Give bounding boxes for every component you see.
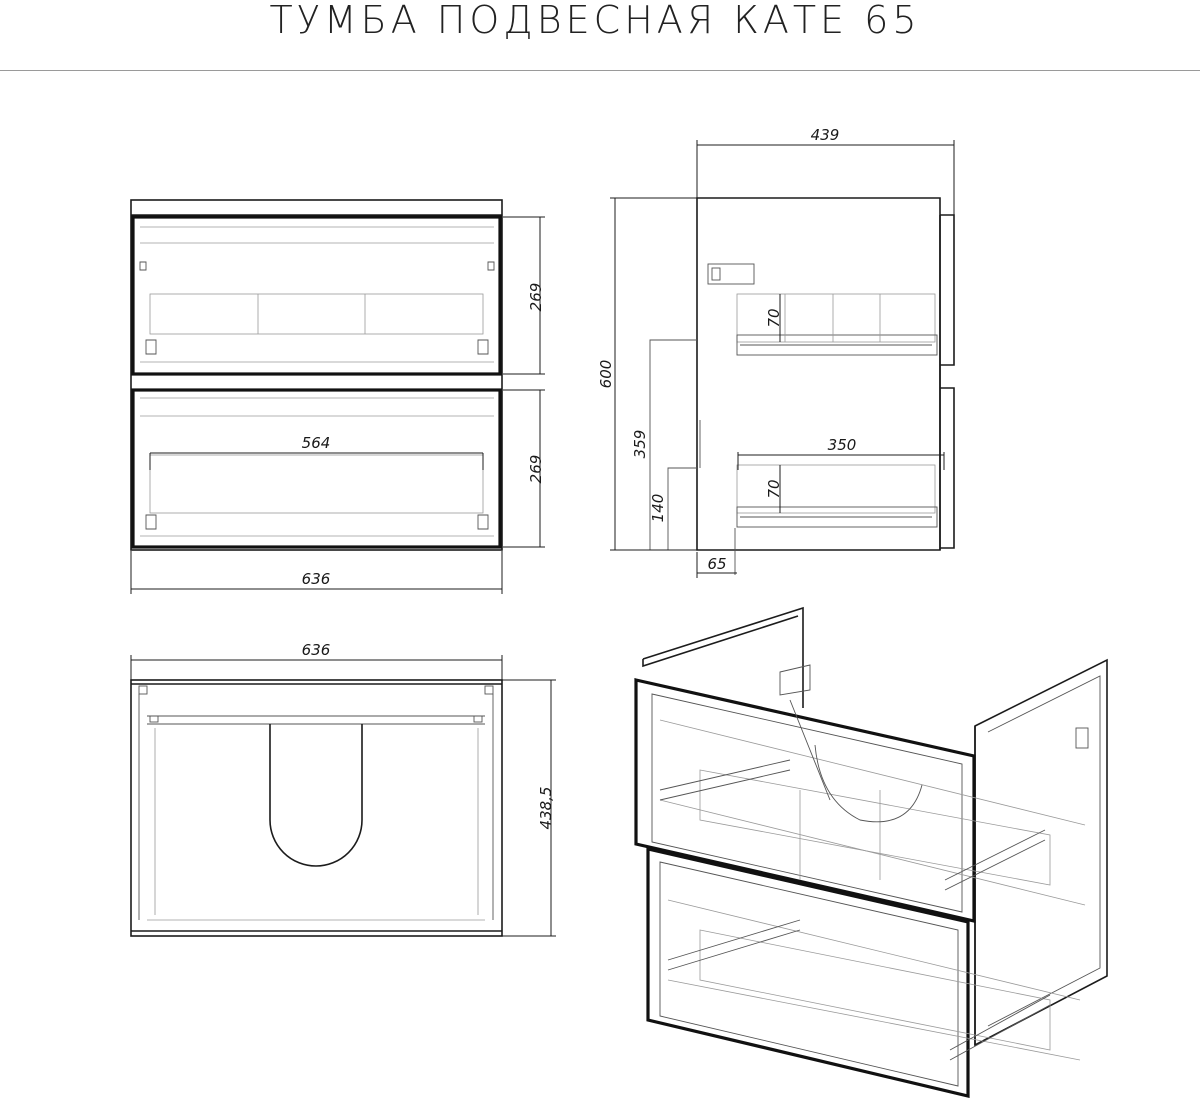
dim-top-width: 636 <box>301 641 331 659</box>
dim-bracket-offset: 65 <box>707 555 727 573</box>
dim-side-depth: 439 <box>810 126 840 144</box>
dim-drawer-height-top: 269 <box>527 282 545 312</box>
dim-wall-offset-high: 359 <box>631 429 649 459</box>
dim-top-depth: 438,5 <box>537 786 555 830</box>
side-view <box>597 126 954 578</box>
dim-inner-width: 564 <box>301 434 331 452</box>
isometric-view <box>636 608 1107 1096</box>
dim-overall-width-front: 636 <box>301 570 331 588</box>
dim-drawer-side-bottom: 70 <box>765 479 783 499</box>
dim-drawer-depth: 350 <box>827 436 857 454</box>
dim-side-height: 600 <box>597 359 615 389</box>
dim-drawer-side-top: 70 <box>765 308 783 328</box>
front-view <box>131 200 545 594</box>
dim-wall-offset-low: 140 <box>649 493 667 523</box>
top-view <box>131 641 556 936</box>
page-title: ТУМБА ПОДВЕСНАЯ КАТЕ 65 <box>269 0 921 42</box>
dim-drawer-height-bottom: 269 <box>527 454 545 484</box>
